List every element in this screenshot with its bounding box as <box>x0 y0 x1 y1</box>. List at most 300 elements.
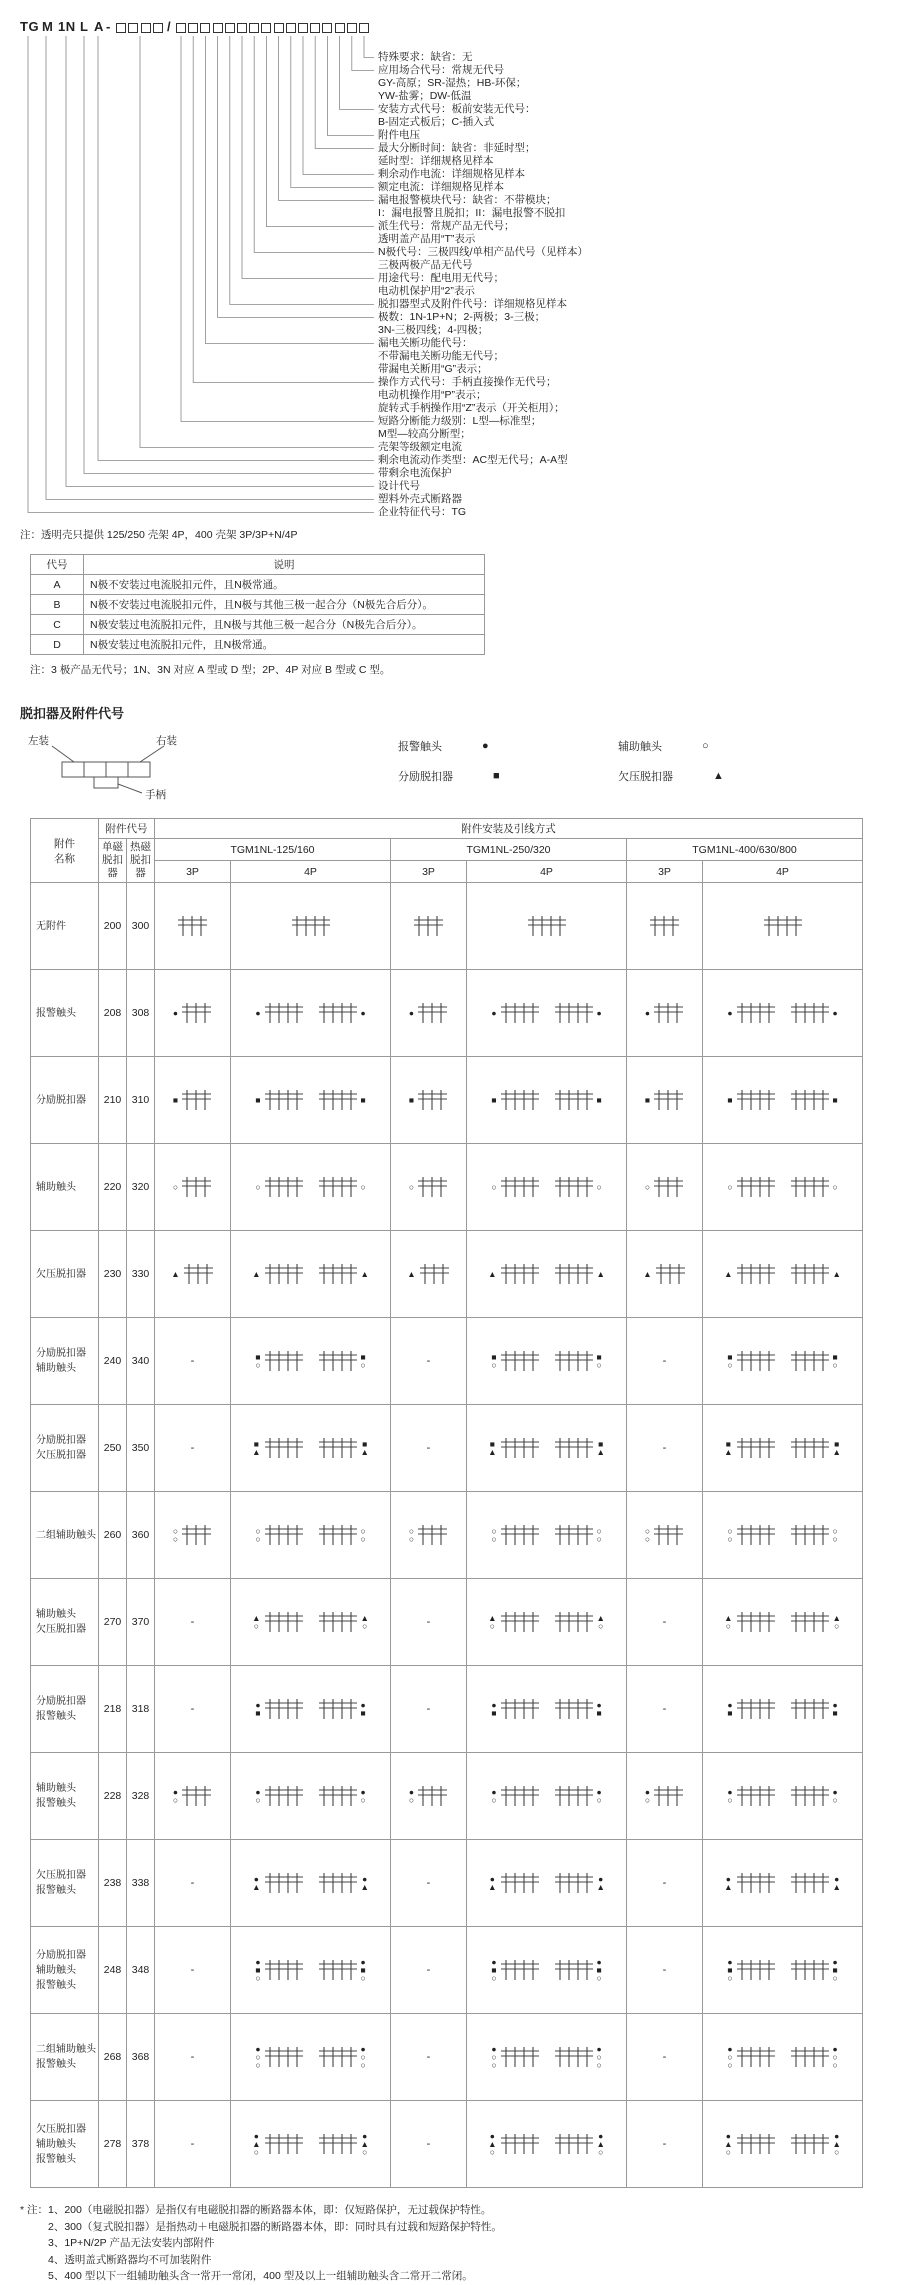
col-header-4p: 4P <box>231 861 391 883</box>
accessory-symbol: ○ ○ <box>596 1526 602 1544</box>
accessory-symbol: ■ <box>360 1095 366 1105</box>
pole-diagram <box>318 1349 358 1373</box>
code-box <box>237 23 247 33</box>
pole-diagram <box>500 1610 540 1634</box>
accessory-symbol: ■ <box>408 1095 415 1105</box>
pole-diagram <box>763 914 803 938</box>
install-diagram <box>318 1958 366 1982</box>
accessory-row <box>31 1144 863 1231</box>
accessory-symbol: ● ■ ○ <box>596 1957 602 1983</box>
thermal-magnetic-code: 348 <box>127 1927 155 2014</box>
pole-diagram <box>554 2045 594 2069</box>
thermal-magnetic-code: 350 <box>127 1405 155 1492</box>
single-magnetic-code: 208 <box>99 970 127 1057</box>
designation-note: 注：透明壳只提供 125/250 壳架 4P，400 壳架 3P/3P+N/4P <box>20 529 298 541</box>
legend-symbol: ● <box>482 740 489 752</box>
accessory-symbol: ▲ ○ <box>488 1613 497 1631</box>
accessory-symbol: ▲ <box>724 1269 733 1279</box>
install-diagram <box>318 1523 366 1547</box>
npole-code: D <box>31 635 84 655</box>
pole-diagram <box>736 1784 776 1808</box>
accessory-symbol: ● ○ <box>491 1787 497 1805</box>
install-cell <box>231 1927 391 2014</box>
callout-label: 应用场合代号：常规无代号 GY-高原；SR-湿热；HB-环保； YW-盐雾；DW-低温 <box>378 64 527 102</box>
accessory-symbol: ● ○ ○ <box>832 2044 838 2070</box>
install-diagram <box>318 1436 369 1460</box>
accessory-name: 辅助触头 <box>31 1144 99 1231</box>
install-cell <box>627 1144 703 1231</box>
install-cell <box>391 883 467 970</box>
pole-diagram <box>264 1001 304 1025</box>
install-diagram <box>407 1262 449 1286</box>
pole-diagram <box>264 1262 304 1286</box>
npole-code: B <box>31 595 84 615</box>
install-diagram <box>727 1349 775 1373</box>
install-cell <box>703 1318 863 1405</box>
accessory-symbol: ■ ▲ <box>832 1439 841 1457</box>
thermal-magnetic-code: 340 <box>127 1318 155 1405</box>
not-available: - <box>190 2051 195 2063</box>
accessory-symbol: ■ ▲ <box>488 1439 497 1457</box>
install-cell <box>155 1057 231 1144</box>
accessory-row <box>31 1666 863 1753</box>
not-available: - <box>426 1616 431 1628</box>
pole-diagram <box>417 1523 448 1547</box>
thermal-magnetic-code: 310 <box>127 1057 155 1144</box>
accessory-symbol: ▲ ○ <box>832 1613 841 1631</box>
accessory-symbol: ● ■ <box>596 1700 602 1718</box>
thermal-magnetic-code: 330 <box>127 1231 155 1318</box>
install-cell <box>231 970 391 1057</box>
pole-diagram <box>500 1436 540 1460</box>
callout-labels <box>378 51 588 519</box>
single-magnetic-code: 240 <box>99 1318 127 1405</box>
install-cell <box>155 2101 231 2188</box>
single-magnetic-code: 200 <box>99 883 127 970</box>
accessory-symbol: ● ○ <box>596 1787 602 1805</box>
callout-label: 额定电流：详细规格见样本 <box>378 181 504 193</box>
accessory-symbol: ● ■ ○ <box>727 1957 733 1983</box>
code-box <box>274 23 284 33</box>
install-diagram <box>291 914 331 938</box>
install-cell <box>231 1144 391 1231</box>
install-cell <box>467 1579 627 1666</box>
pole-diagram <box>181 1175 212 1199</box>
install-cell <box>391 1057 467 1144</box>
install-diagram <box>790 1697 838 1721</box>
pole-diagram <box>790 1784 830 1808</box>
pole-diagram <box>790 1610 830 1634</box>
code-box <box>141 23 151 33</box>
install-diagram <box>727 2045 775 2069</box>
install-cell <box>467 1057 627 1144</box>
callout-line <box>28 36 374 513</box>
install-cell <box>467 970 627 1057</box>
col-header-3p: 3P <box>155 861 231 883</box>
not-available: - <box>190 1877 195 1889</box>
accessory-symbol: ■ ▲ <box>252 1439 261 1457</box>
pole-diagram <box>554 1697 594 1721</box>
accessory-symbol: ■ <box>832 1095 838 1105</box>
code-box <box>200 23 210 33</box>
footnote-line: 2、300（复式脱扣器）是指热动＋电磁脱扣器的断路器本体，即：同时具有过载和短路保护特性。 <box>48 2220 502 2233</box>
callout-label: 用途代号：配电用无代号； 电动机保护用“2”表示 <box>378 272 504 297</box>
pole-diagram <box>554 1001 594 1025</box>
install-cell <box>627 2014 703 2101</box>
pole-diagram <box>790 1349 830 1373</box>
callout-label: 企业特征代号：TG <box>378 506 467 518</box>
col-header-accessory-name <box>31 819 99 883</box>
single-magnetic-code: 278 <box>99 2101 127 2188</box>
install-diagram <box>790 1349 838 1373</box>
pole-diagram <box>736 1697 776 1721</box>
accessory-symbol: ▲ <box>488 1269 497 1279</box>
not-available: - <box>190 1964 195 1976</box>
pole-diagram <box>790 1175 830 1199</box>
accessory-symbol: ● ■ ○ <box>832 1957 838 1983</box>
accessory-symbol: ○ <box>408 1182 415 1192</box>
model-token: M <box>42 19 54 34</box>
install-diagram <box>790 1958 838 1982</box>
install-cell <box>467 1144 627 1231</box>
accessory-name: 分励脱扣器 辅助触头 报警触头 <box>31 1927 99 2014</box>
pole-diagram <box>554 1958 594 1982</box>
pole-diagram <box>500 1349 540 1373</box>
install-cell <box>155 970 231 1057</box>
accessory-symbol: ■ ○ <box>727 1352 733 1370</box>
accessory-symbol: ○ ○ <box>408 1526 415 1544</box>
install-cell <box>391 1144 467 1231</box>
install-cell <box>231 2014 391 2101</box>
accessory-row <box>31 1579 863 1666</box>
footnotes <box>20 2202 900 2285</box>
accessory-symbol: ● ○ ○ <box>727 2044 733 2070</box>
accessory-symbol: ▲ <box>596 1269 605 1279</box>
install-diagram <box>318 1349 366 1373</box>
install-cell <box>391 1927 467 2014</box>
accessory-symbol: ○ <box>491 1182 497 1192</box>
callout-line <box>242 36 374 279</box>
accessory-symbol: ▲ <box>252 1269 261 1279</box>
not-available: - <box>426 1703 431 1715</box>
install-diagram <box>649 914 680 938</box>
install-cell <box>155 1231 231 1318</box>
single-magnetic-code: 250 <box>99 1405 127 1492</box>
accessory-row <box>31 1405 863 1492</box>
install-diagram <box>554 1001 602 1025</box>
install-diagram <box>790 1262 841 1286</box>
install-cell <box>467 2101 627 2188</box>
accessory-symbol: ○ ○ <box>360 1526 366 1544</box>
install-diagram <box>790 1610 841 1634</box>
accessory-name: 分励脱扣器 欠压脱扣器 <box>31 1405 99 1492</box>
callout-line <box>193 36 374 383</box>
single-magnetic-code: 268 <box>99 2014 127 2101</box>
accessory-symbol: ● ▲ <box>832 1874 841 1892</box>
callout-label: 设计代号 <box>378 480 420 492</box>
not-available: - <box>190 2138 195 2150</box>
code-box <box>359 23 369 33</box>
pole-diagram <box>500 1871 540 1895</box>
pole-diagram <box>554 2132 594 2156</box>
pole-diagram <box>417 1001 448 1025</box>
pole-diagram <box>554 1349 594 1373</box>
install-cell <box>627 1231 703 1318</box>
callout-line <box>98 36 374 461</box>
legend-item <box>398 738 618 754</box>
accessory-symbol: ■ <box>596 1095 602 1105</box>
install-diagram <box>318 1610 369 1634</box>
pole-diagram <box>264 1958 304 1982</box>
pole-diagram <box>500 1523 540 1547</box>
accessory-row <box>31 1318 863 1405</box>
accessory-symbol: ● <box>727 1008 733 1018</box>
install-diagram <box>790 1871 841 1895</box>
pole-diagram <box>649 914 680 938</box>
legend-label: 辅助触头 <box>618 741 662 753</box>
not-available: - <box>190 1442 195 1454</box>
install-diagram <box>318 1175 366 1199</box>
install-diagram <box>645 1175 684 1199</box>
install-diagram <box>413 914 444 938</box>
not-available: - <box>190 1616 195 1628</box>
legend-item <box>618 738 838 754</box>
footnote-line: 5、400 型以下一组辅助触头含一常开一常闭，400 型及以上一组辅助触头含二常开二常闭。 <box>48 2270 473 2282</box>
pole-diagram <box>500 1001 540 1025</box>
callout-label: 漏电关断功能代号： 不带漏电关断功能无代号； 带漏电关断用“G”表示； <box>378 337 504 375</box>
install-cell <box>391 1579 467 1666</box>
not-available: - <box>426 2138 431 2150</box>
legend-symbol: ■ <box>493 770 500 782</box>
pole-diagram <box>419 1262 450 1286</box>
footnote-line: * 注：1、200（电磁脱扣器）是指仅有电磁脱扣器的断路器本体，即：仅短路保护，无过载保护特性。 <box>20 2204 492 2216</box>
symbol-legend <box>398 738 838 784</box>
install-diagram <box>318 1001 366 1025</box>
pole-diagram <box>500 1697 540 1721</box>
not-available: - <box>426 1355 431 1367</box>
accessory-symbol: ● <box>172 1008 179 1018</box>
single-magnetic-code: 230 <box>99 1231 127 1318</box>
pole-diagram <box>500 1175 540 1199</box>
accessory-symbol: ▲ <box>407 1269 416 1279</box>
left-install-label: 左装 <box>28 735 49 747</box>
accessory-symbol: ■ ○ <box>491 1352 497 1370</box>
accessory-symbol: ● ▲ ○ <box>488 2131 497 2157</box>
install-diagram <box>318 1871 369 1895</box>
single-magnetic-code: 220 <box>99 1144 127 1231</box>
pole-diagram <box>736 1088 776 1112</box>
install-cell <box>703 1666 863 1753</box>
accessory-symbol: ▲ <box>171 1269 180 1279</box>
install-diagram <box>491 1784 539 1808</box>
pole-diagram <box>500 1958 540 1982</box>
accessory-symbol: ● ○ <box>727 1787 733 1805</box>
code-box <box>225 23 235 33</box>
pole-diagram <box>318 1175 358 1199</box>
npole-code: C <box>31 615 84 635</box>
install-diagram <box>255 1349 303 1373</box>
pole-diagram <box>318 1871 358 1895</box>
pole-diagram <box>790 2132 830 2156</box>
install-cell <box>703 970 863 1057</box>
install-cell <box>155 1753 231 1840</box>
code-box <box>298 23 308 33</box>
col-header-3p: 3P <box>627 861 703 883</box>
handle-pointer-line <box>118 784 142 793</box>
thermal-magnetic-code: 370 <box>127 1579 155 1666</box>
pole-diagram <box>790 1958 830 1982</box>
pole-diagram <box>318 1088 358 1112</box>
install-cell <box>391 1666 467 1753</box>
accessory-symbol: ▲ ○ <box>360 1613 369 1631</box>
install-cell <box>231 1840 391 1927</box>
pole-diagram <box>790 1871 830 1895</box>
install-diagram <box>790 1088 838 1112</box>
accessory-symbol: ● ○ <box>255 1787 261 1805</box>
callout-line <box>279 36 374 201</box>
install-cell <box>231 1057 391 1144</box>
callout-label: N极代号：三极四线/单相产品代号（见样本） 三极两极产品无代号 <box>378 246 588 271</box>
install-cell <box>703 1753 863 1840</box>
pole-diagram <box>736 1436 776 1460</box>
pole-diagram <box>177 914 208 938</box>
npole-description: N极安装过电流脱扣元件，且N极与其他三极一起合分（N极先合后分）。 <box>84 615 485 635</box>
pole-diagram <box>736 1001 776 1025</box>
accessory-symbol: ● <box>491 1008 497 1018</box>
handle-and-legend <box>0 730 900 806</box>
thermal-magnetic-code: 318 <box>127 1666 155 1753</box>
model-token: TG <box>20 19 40 34</box>
accessory-row <box>31 970 863 1057</box>
install-cell <box>703 1144 863 1231</box>
install-cell <box>627 1405 703 1492</box>
accessory-symbol: ■ ○ <box>255 1352 261 1370</box>
callout-label: 壳架等级额定电流 <box>378 441 462 453</box>
thermal-magnetic-code: 378 <box>127 2101 155 2188</box>
install-diagram <box>554 2132 605 2156</box>
install-cell <box>155 1405 231 1492</box>
install-diagram <box>554 1958 602 1982</box>
accessory-symbol: ■ ○ <box>596 1352 602 1370</box>
accessory-symbol: ▲ ○ <box>724 1613 733 1631</box>
col-header-model-125: TGM1NL-125/160 <box>155 839 391 861</box>
install-diagram <box>318 1088 366 1112</box>
accessory-symbol: ● ▲ <box>252 1874 261 1892</box>
install-cell <box>391 2101 467 2188</box>
install-diagram <box>554 1871 605 1895</box>
accessory-symbol: ● <box>255 1008 261 1018</box>
legend-label: 报警触头 <box>398 741 442 753</box>
not-available: - <box>426 1877 431 1889</box>
legend-label: 分励脱扣器 <box>398 771 453 783</box>
not-available: - <box>426 1964 431 1976</box>
install-diagram <box>318 2132 369 2156</box>
handle-label: 手柄 <box>145 789 166 801</box>
accessory-name: 二组辅助触头 报警触头 <box>31 2014 99 2101</box>
code-table-row <box>31 595 485 615</box>
install-cell <box>231 1666 391 1753</box>
pole-diagram <box>264 1610 304 1634</box>
install-diagram <box>491 1523 539 1547</box>
accessory-row <box>31 2101 863 2188</box>
legend-item <box>618 768 838 784</box>
install-diagram <box>554 1436 605 1460</box>
code-table-header-row <box>31 555 485 575</box>
accessory-symbol: ● <box>596 1008 602 1018</box>
pole-diagram <box>264 2045 304 2069</box>
legend-symbol: ○ <box>702 740 709 752</box>
pole-diagram <box>500 1088 540 1112</box>
callout-line <box>266 36 374 227</box>
accessory-symbol: ● ○ <box>172 1787 179 1805</box>
install-diagram <box>173 1175 212 1199</box>
col-header-accessory-code: 附件代号 <box>99 819 155 839</box>
pole-diagram <box>181 1088 212 1112</box>
accessory-symbol: ■ <box>727 1095 733 1105</box>
pole-diagram <box>318 1610 358 1634</box>
pole-diagram <box>653 1088 684 1112</box>
install-diagram <box>724 1436 775 1460</box>
install-diagram <box>491 1088 539 1112</box>
accessory-symbol: ● ■ ○ <box>255 1957 261 1983</box>
accessory-name: 欠压脱扣器 辅助触头 报警触头 <box>31 2101 99 2188</box>
install-diagram <box>252 2132 303 2156</box>
install-diagram <box>727 1697 775 1721</box>
install-diagram <box>409 1784 448 1808</box>
code-table-header: 代号 <box>31 555 84 575</box>
code-box <box>153 23 163 33</box>
pole-diagram <box>736 1871 776 1895</box>
accessory-symbol: ● ▲ ○ <box>832 2131 841 2157</box>
pole-diagram <box>264 1088 304 1112</box>
footnote-line: 3、1P+N/2P 产品无法安装内部附件 <box>48 2237 215 2249</box>
legend-item <box>398 768 618 784</box>
single-magnetic-code: 260 <box>99 1492 127 1579</box>
install-diagram <box>790 2045 838 2069</box>
pole-diagram <box>790 1001 830 1025</box>
pole-diagram <box>736 1262 776 1286</box>
install-diagram <box>488 1436 539 1460</box>
model-token: - <box>106 19 111 34</box>
install-cell <box>467 1492 627 1579</box>
accessory-symbol: ○ <box>255 1182 261 1192</box>
install-diagram <box>255 1784 303 1808</box>
pole-diagram <box>790 1436 830 1460</box>
col-header-4p: 4P <box>467 861 627 883</box>
pole-diagram <box>790 1088 830 1112</box>
accessory-symbol: ● ■ ○ <box>360 1957 366 1983</box>
thermal-magnetic-code: 328 <box>127 1753 155 1840</box>
install-cell <box>231 1579 391 1666</box>
pole-diagram <box>500 1784 540 1808</box>
code-table-row <box>31 635 485 655</box>
install-diagram <box>177 914 208 938</box>
code-box <box>176 23 186 33</box>
accessory-symbol: ■ ▲ <box>596 1439 605 1457</box>
install-diagram <box>491 1958 539 1982</box>
callout-label: 安装方式代号：板前安装无代号： B-固定式板后；C-插入式 <box>378 103 536 128</box>
footnote-line: 4、透明盖式断路器均不可加装附件 <box>48 2253 212 2266</box>
pole-diagram <box>264 1436 304 1460</box>
install-diagram <box>173 1523 212 1547</box>
thermal-magnetic-code: 360 <box>127 1492 155 1579</box>
pole-diagram <box>181 1784 212 1808</box>
install-diagram <box>488 1610 539 1634</box>
install-diagram <box>491 2045 539 2069</box>
install-diagram <box>727 1001 775 1025</box>
install-cell <box>703 1231 863 1318</box>
not-available: - <box>426 2051 431 2063</box>
